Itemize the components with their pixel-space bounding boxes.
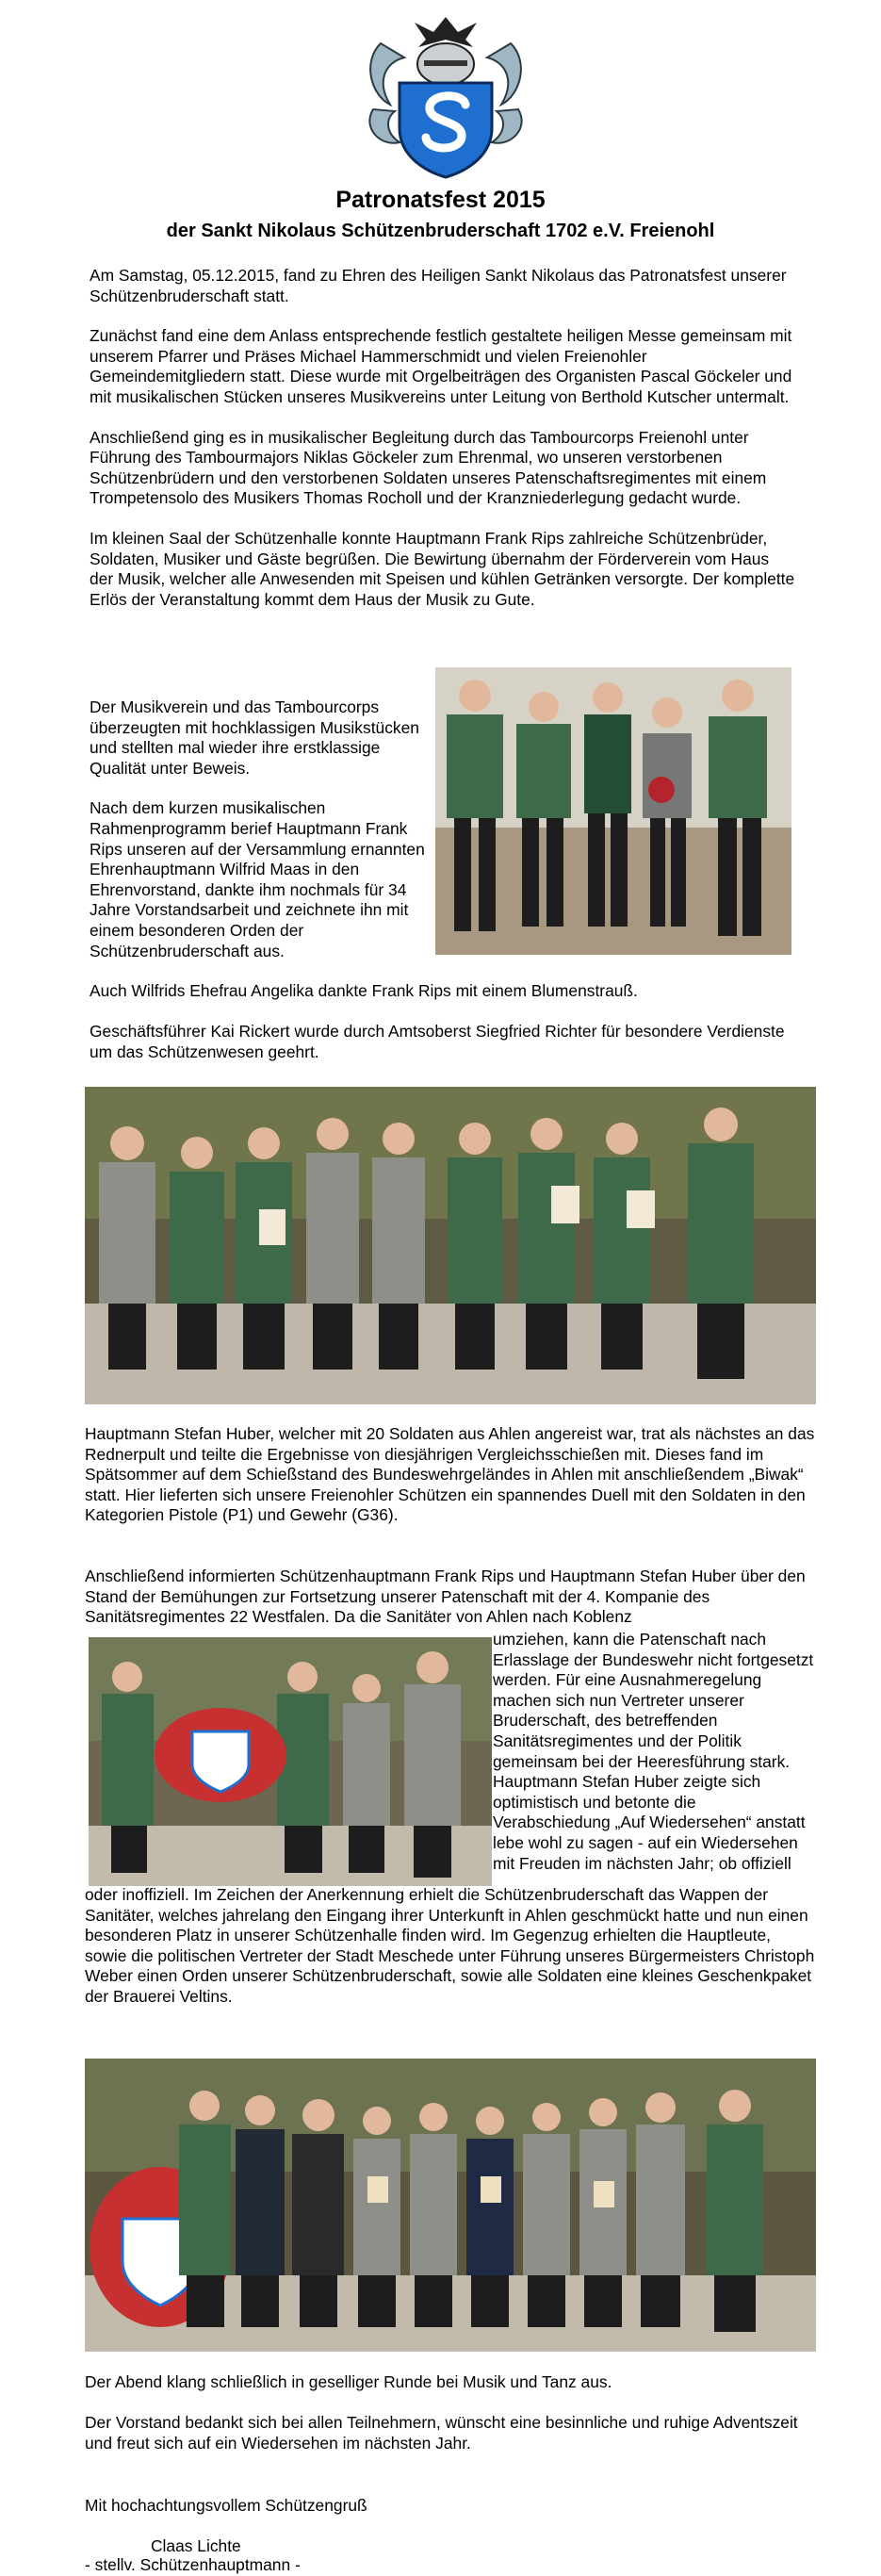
closing-greeting: Mit hochachtungsvollem Schützengruß [85,2496,367,2515]
page-subtitle: der Sankt Nikolaus Schützenbruderschaft 1702 e.V. Freienohl [166,221,715,241]
photo-soldiers-group [85,1087,816,1404]
coat-of-arms-icon [362,6,530,181]
photo-shield-handover [89,1637,492,1886]
photo-honorees [435,667,791,955]
paragraph-3: Anschließend ging es in musikalischer Begleitung durch das Tambourcorps Freienohl unter Führung des Tambourmajors Niklas Göckeler zum Ehrenmal, wo unseren verstorbenen Schützenbrüdern und den verstorbenen Soldaten unseres Patenschaftsregimentes mit einem Trompetensolo des Musikers Thomas Rocholl und der Kranzniederlegung gedacht wurde. [90,427,767,508]
photo-group-with-mayor [85,2059,816,2352]
paragraph-11: Der Vorstand bedankt sich bei allen Teilnehmern, wünscht eine besinnliche und ruhige Adventszeit und freut sich auf ein Wiedersehen im nächsten Jahr. [85,2413,798,2453]
paragraph-1: Am Samstag, 05.12.2015, fand zu Ehren des Heiligen Sankt Nikolaus das Patronatsfest unserer Schützenbruderschaft statt. [90,266,787,305]
paragraph-8: Hauptmann Stefan Huber, welcher mit 20 Soldaten aus Ahlen angereist war, trat als nächstes an das Rednerpult und teilte die Ergebnisse von diesjährigen Vergleichsschießen mit. Dieses fand im Spätsommer auf dem Schießstand des Bundeswehrgeländes in Ahlen mit anschließendem „Biwak“ statt. Hier lieferten sich unsere Freienohler Schützen ein spannendes Duell mit den Soldaten in den Kategorien Pistole (P1) und Gewehr (G36). [85,1424,815,1525]
paragraph-5: Der Musikverein und das Tambourcorps überzeugten mit hochklassigen Musikstücken und stellten mal wieder ihre erstklassige Qualität unter Beweis. [90,697,419,778]
paragraph-6a: Nach dem kurzen musikalischen Rahmenprogramm berief Hauptmann Frank Rips unseren auf der Versammlung ernannten Ehrenhauptmann Wilfrid Maas in den Ehrenvorstand, dankte ihm nochmals für 34 Jahre Vorstandsarbeit und zeichnete ihn mit einem besonderen Orden der Schützenbruderschaft aus. [90,798,425,960]
paragraph-7: Geschäftsführer Kai Rickert wurde durch Amtsoberst Siegfried Richter für besondere Verdienste um das Schützenwesen geehrt. [90,1022,785,1061]
paragraph-6b: Auch Wilfrids Ehefrau Angelika dankte Frank Rips mit einem Blumenstrauß. [90,981,638,1000]
paragraph-9b: umziehen, kann die Patenschaft nach Erlasslage der Bundeswehr nicht fortgesetzt werden. Für eine Ausnahmeregelung machen sich nun Vertreter unserer Bruderschaft, des betreffenden Sanitätsregimentes und der Politik gemeinsam bei der Heeresführung stark. Hauptmann Stefan Huber zeigte sich optimistisch und betonte die Verabschiedung „Auf Wiedersehen“ anstatt lebe wohl zu sagen - auf ein Wiedersehen mit Freuden im nächsten Jahr; ob offiziell [493,1630,814,1873]
paragraph-4: Im kleinen Saal der Schützenhalle konnte Hauptmann Frank Rips zahlreiche Schützenbrüder, Soldaten, Musiker und Gäste begrüßen. Die Bewirtung übernahm der Förderverein vom Haus der Musik, welcher alle Anwesenden mit Speisen und kühlen Getränken versorgte. Der komplette Erlös der Veranstaltung kommt dem Haus der Musik zu Gute. [90,528,795,609]
intro-text [90,266,796,610]
signature-role: - stellv. Schützenhauptmann - [85,2555,301,2574]
paragraph-10: Der Abend klang schließlich in geselliger Runde bei Musik und Tanz aus. [85,2372,612,2391]
page-title: Patronatsfest 2015 [335,187,546,213]
paragraph-9a: Anschließend informierten Schützenhauptmann Frank Rips und Hauptmann Stefan Huber über den Stand der Bemühungen zur Fortsetzung unserer Patenschaft mit der 4. Kompanie des Sanitätsregimentes 22 Westfalen. Da die Sanitäter von Ahlen nach Koblenz [85,1567,806,1627]
text-beside-photo-1 [90,697,431,961]
paragraph-2: Zunächst fand eine dem Anlass entsprechende festlich gestaltete heiligen Messe gemeinsam mit unserem Pfarrer und Präses Michael Hammerschmidt und vielen Freienohler Gemeindemitgliedern statt. Diese wurde mit Orgelbeiträgen des Organisten Pascal Göckeler und mit musikalischen Stücken unseres Musikvereins unter Leitung von Berthold Kutscher untermalt. [90,326,792,406]
paragraph-9c: oder inoffiziell. Im Zeichen der Anerkennung erhielt die Schützenbruderschaft das Wappen der Sanitäter, welches jahrelang den Eingang ihrer Unterkunft in Ahlen geschmückt hatte und nun einen besonderen Platz in unserer Schützenhalle finden wird. Im Gegenzug erhielten die Hauptleute, sowie die politischen Vertreter der Stadt Meschede unter Führung unseres Bürgermeisters Christoph Weber einen Orden unserer Schützenbruderschaft, sowie alle Soldaten eine kleines Geschenkpaket der Brauerei Veltins. [85,1885,815,2006]
signature-name: Claas Lichte [151,2536,241,2555]
